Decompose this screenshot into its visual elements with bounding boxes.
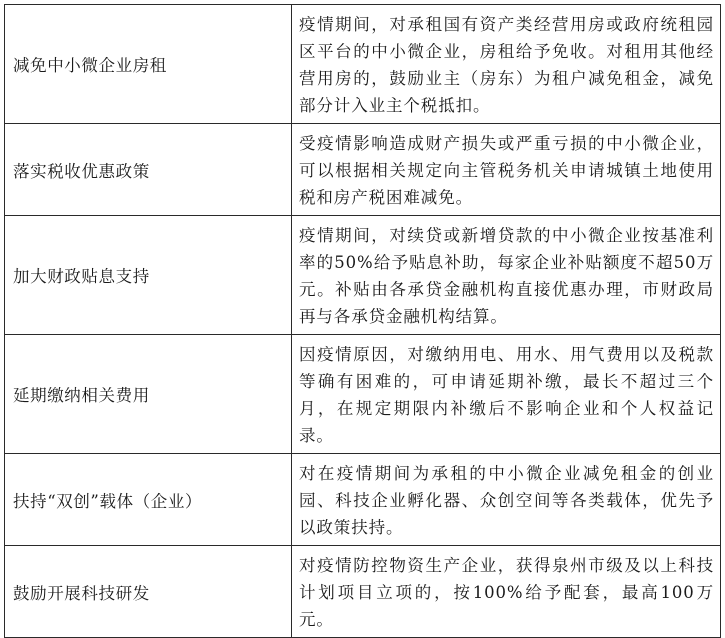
policy-description: 受疫情影响造成财产损失或严重亏损的中小微企业，可以根据相关规定向主管税务机关申请城镇土地使用税和房产税困难减免。 (292, 124, 721, 216)
policy-name: 落实税收优惠政策 (5, 124, 292, 216)
table-row (5, 5, 721, 124)
policy-name: 加大财政贴息支持 (5, 216, 292, 335)
policy-description: 疫情期间，对续贷或新增贷款的中小微企业按基准利率的50%给予贴息补助，每家企业补贴额度不超50万元。补贴由各承贷金融机构直接优惠办理，市财政局再与各承贷金融机构结算。 (292, 216, 721, 335)
table-row (5, 454, 721, 546)
table-row (5, 216, 721, 335)
policy-name: 扶持“双创”载体（企业） (5, 454, 292, 546)
policy-name: 减免中小微企业房租 (5, 5, 292, 124)
policy-description: 对疫情防控物资生产企业，获得泉州市级及以上科技计划项目立项的，按100%给予配套，最高100万元。 (292, 546, 721, 638)
policy-name: 延期缴纳相关费用 (5, 335, 292, 454)
policy-description: 因疫情原因，对缴纳用电、用水、用气费用以及税款等确有困难的，可申请延期补缴，最长不超过三个月，在规定期限内补缴后不影响企业和个人权益记录。 (292, 335, 721, 454)
table-row (5, 124, 721, 216)
table-row (5, 335, 721, 454)
policy-table (4, 4, 721, 638)
policy-name: 鼓励开展科技研发 (5, 546, 292, 638)
policy-description: 疫情期间，对承租国有资产类经营用房或政府统租园区平台的中小微企业，房租给予免收。对租用其他经营用房的，鼓励业主（房东）为租户减免租金，减免部分计入业主个税抵扣。 (292, 5, 721, 124)
policy-description: 对在疫情期间为承租的中小微企业减免租金的创业园、科技企业孵化器、众创空间等各类载体，优先予以政策扶持。 (292, 454, 721, 546)
table-row (5, 546, 721, 638)
